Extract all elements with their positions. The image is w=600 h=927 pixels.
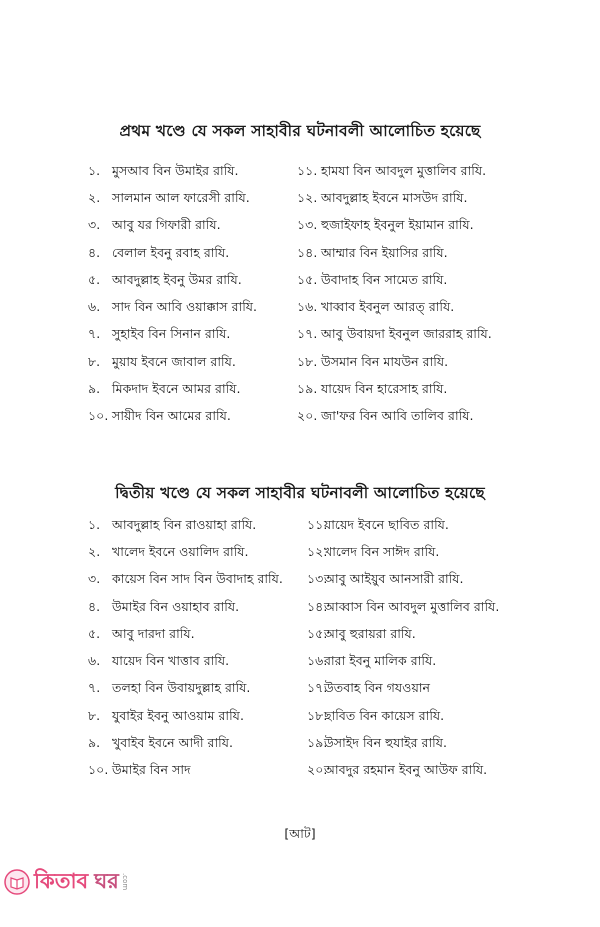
item-number: ১৪. [297, 244, 318, 260]
item-number: ১৫. [297, 271, 318, 287]
item-text: সুহাইব বিন সিনান রাযি. [112, 326, 231, 342]
item-number: ২০. [297, 408, 318, 424]
item-text: উমাইর বিন সাদ [112, 762, 191, 778]
section1-title: প্রথম খণ্ডে যে সকল সাহাবীর ঘটনাবলী আলোচিত হয়েছে [119, 122, 481, 140]
logo-suffix: .com [120, 873, 129, 891]
list-item [88, 540, 283, 567]
book-logo-icon [4, 869, 30, 895]
item-text: তলহা বিন উবায়দুল্লাহ রাযি. [112, 680, 251, 696]
list-item [88, 159, 257, 186]
list-item [297, 159, 492, 186]
item-number: ১৯. [297, 381, 318, 397]
list-item [307, 540, 499, 567]
list-item [88, 405, 257, 432]
item-number: ১৬. [297, 299, 318, 315]
list-item [307, 731, 499, 758]
item-number: ৫. [88, 271, 101, 287]
item-text: মিকদাদ ইবনে আমর রাযি. [112, 381, 241, 397]
list-item [88, 377, 257, 404]
list-item [307, 677, 499, 704]
item-number: ১৩. [307, 571, 328, 587]
item-text: সালমান আল ফারেসী রাযি. [112, 189, 250, 205]
item-number: ১১. [297, 162, 318, 178]
list-item [88, 295, 257, 322]
item-number: ৩. [88, 217, 101, 233]
list-item [88, 323, 257, 350]
list-item [297, 241, 492, 268]
list-item [297, 214, 492, 241]
item-text: আবু উবায়দা ইবনুল জাররাহ রাযি. [321, 326, 492, 342]
item-text: উসাইদ বিন হুযাইর রাযি. [324, 735, 447, 751]
item-text: আবদুল্লাহ ইবনু উমর রাযি. [112, 271, 242, 287]
item-text: জা'ফর বিন আবি তালিব রাযি. [321, 408, 474, 424]
section1-left-column [88, 159, 257, 432]
item-text: আবু আইয়ুব আনসারী রাযি. [324, 571, 464, 587]
list-item [307, 595, 499, 622]
item-text: বেলাল ইবনু রবাহ রাযি. [112, 244, 230, 260]
item-number: ১. [88, 516, 101, 532]
list-item [88, 649, 283, 676]
item-number: ৮. [88, 353, 101, 369]
section2-left-column [88, 513, 283, 786]
list-item [297, 295, 492, 322]
list-item [297, 186, 492, 213]
item-text: বারা ইবনু মালিক রাযি. [324, 653, 437, 669]
list-item [307, 513, 499, 540]
item-text: খালেদ ইবনে ওয়ালিদ রাযি. [112, 543, 249, 559]
item-text: খাব্বাব ইবনুল আরত্ রাযি. [321, 299, 455, 315]
list-item [307, 759, 499, 786]
list-item [88, 350, 257, 377]
item-number: ৫. [88, 625, 101, 641]
item-number: ২. [88, 189, 101, 205]
list-item [88, 759, 283, 786]
list-item [88, 214, 257, 241]
site-logo [4, 866, 129, 898]
item-number: ২. [88, 543, 101, 559]
section2-right-column [307, 513, 499, 786]
item-number: ১২. [307, 543, 328, 559]
item-number: ১১. [307, 516, 328, 532]
item-number: ১২. [297, 189, 318, 205]
item-number: ৮. [88, 707, 101, 723]
list-item [88, 568, 283, 595]
item-number: ৪. [88, 598, 101, 614]
item-number: ৬. [88, 653, 101, 669]
list-item [88, 268, 257, 295]
item-text: আবদুল্লাহ বিন রাওয়াহা রাযি. [112, 516, 257, 532]
item-text: আম্মার বিন ইয়াসির রাযি. [321, 244, 448, 260]
list-item [88, 595, 283, 622]
item-number: ৪. [88, 244, 101, 260]
list-item [297, 377, 492, 404]
item-number: ১৯. [307, 735, 328, 751]
item-number: ১০. [88, 408, 109, 424]
item-number: ১৮. [297, 353, 318, 369]
item-number: ১৭. [297, 326, 318, 342]
item-number: ৭. [88, 326, 101, 342]
item-text: কায়েস বিন সাদ বিন উবাদাহ রাযি. [112, 571, 283, 587]
logo-text-ghor: ঘর [94, 868, 119, 893]
item-number: ৩. [88, 571, 101, 587]
item-number: ৯. [88, 735, 101, 751]
item-number: ১৫. [307, 625, 328, 641]
item-number: ৭. [88, 680, 101, 696]
item-text: মুসআব বিন উমাইর রাযি. [112, 162, 239, 178]
item-text: উসমান বিন মাযউন রাযি. [321, 353, 449, 369]
list-item [297, 268, 492, 295]
list-item [307, 704, 499, 731]
list-item [88, 186, 257, 213]
list-item [297, 350, 492, 377]
list-item [88, 622, 283, 649]
item-text: যায়েদ বিন হারেসাহ রাযি. [321, 381, 448, 397]
item-text: খুবাইব ইবনে আদী রাযি. [112, 735, 233, 751]
item-number: ১৬. [307, 653, 328, 669]
list-item [88, 704, 283, 731]
item-text: যুবাইর ইবনু আওয়াম রাযি. [112, 707, 244, 723]
item-text: ছাবিত বিন কায়েস রাযি. [324, 707, 445, 723]
item-text: আবু যর গিফারী রাযি. [112, 217, 221, 233]
item-text: মুয়ায ইবনে জাবাল রাযি. [112, 353, 236, 369]
item-text: উতবাহ বিন গযওয়ান [324, 680, 431, 696]
item-number: ১. [88, 162, 101, 178]
item-number: ১৩. [297, 217, 318, 233]
list-item [88, 731, 283, 758]
item-text: আবদুল্লাহ ইবনে মাসউদ রাযি. [321, 189, 468, 205]
item-text: আব্বাস বিন আবদুল মুত্তালিব রাযি. [324, 598, 500, 614]
item-number: ২০. [307, 762, 328, 778]
list-item [88, 241, 257, 268]
item-text: উমাইর বিন ওয়াহাব রাযি. [112, 598, 240, 614]
item-text: খালেদ বিন সাঈদ রাযি. [324, 543, 440, 559]
list-item [307, 622, 499, 649]
item-number: ১৮. [307, 707, 328, 723]
list-item [307, 649, 499, 676]
item-text: হুজাইফাহ ইবনুল ইয়ামান রাযি. [321, 217, 474, 233]
item-text: যায়েদ বিন খাত্তাব রাযি. [112, 653, 230, 669]
section1-right-column [297, 159, 492, 432]
item-text: আবদুর রহমান ইবনু আউফ রাযি. [324, 762, 488, 778]
item-number: ১৭. [307, 680, 328, 696]
list-item [88, 513, 283, 540]
item-number: ১৪. [307, 598, 328, 614]
list-item [307, 568, 499, 595]
item-number: ১০. [88, 762, 109, 778]
item-text: আবু দারদা রাযি. [112, 625, 195, 641]
item-text: সাদ বিন আবি ওয়াক্কাস রাযি. [112, 299, 258, 315]
item-text: যায়েদ ইবনে ছাবিত রাযি. [324, 516, 449, 532]
list-item [88, 677, 283, 704]
item-text: আবু হুরায়রা রাযি. [324, 625, 416, 641]
list-item [297, 323, 492, 350]
section2-title: দ্বিতীয় খণ্ডে যে সকল সাহাবীর ঘটনাবলী আলোচিত হয়েছে [115, 484, 485, 502]
item-text: উবাদাহ বিন সামেত রাযি. [321, 271, 448, 287]
page-number: [আট] [284, 826, 316, 841]
logo-text-kitab: কিতাব [34, 868, 89, 893]
list-item [297, 405, 492, 432]
item-text: সায়ীদ বিন আমের রাযি. [112, 408, 231, 424]
item-number: ৯. [88, 381, 101, 397]
item-text: হামযা বিন আবদুল মুত্তালিব রাযি. [321, 162, 487, 178]
item-number: ৬. [88, 299, 101, 315]
